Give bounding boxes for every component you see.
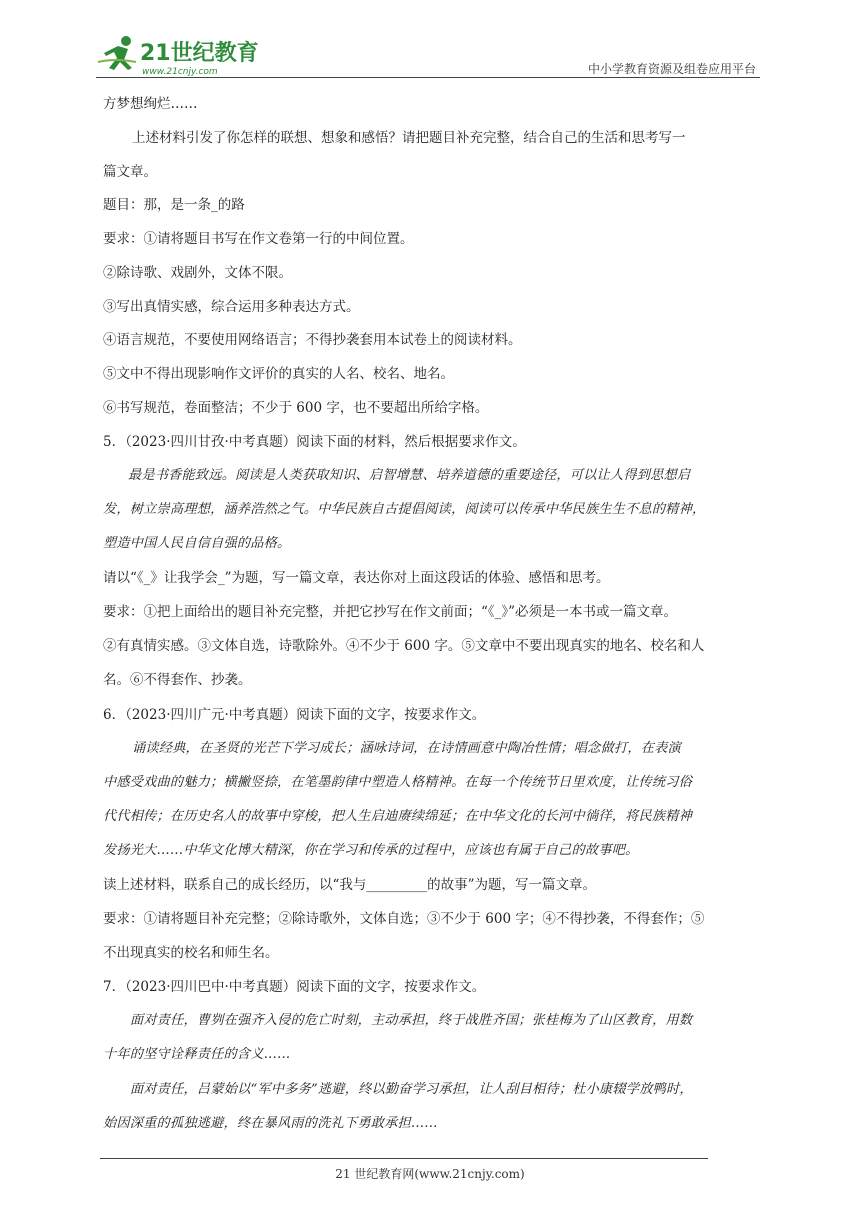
text-line: ②有真情实感。③文体自选，诗歌除外。④不少于 600 字。⑤文章中不要出现真实的地名、校名和人 — [103, 638, 705, 654]
question-heading: 6．（2023·四川广元·中考真题）阅读下面的文字，按要求作文。 — [103, 707, 486, 723]
text-line: 代代相传；在历史名人的故事中穿梭，把人生启迪赓续绵延；在中华文化的长河中徜徉，将民族精神 — [103, 809, 693, 824]
text-line: 名。⑥不得套作、抄袭。 — [103, 672, 252, 688]
text-line: 要求：①请将题目补充完整；②除诗歌外，文体自选；③不少于 600 字；④不得抄袭，不得套作；⑤ — [103, 911, 705, 927]
logo-21cnjy — [96, 32, 266, 78]
text-line: 面对责任，吕蒙始以“军中多务”逃避，终以勤奋学习承担，让人刮目相待；杜小康辍学放鸭时， — [130, 1082, 693, 1097]
text-line: 面对责任，曹刿在强齐入侵的危亡时刻，主动承担，终于战胜齐国；张桂梅为了山区教育，用数 — [130, 1013, 693, 1028]
question-heading: 7．（2023·四川巴中·中考真题）阅读下面的文字，按要求作文。 — [103, 979, 486, 995]
text-line: 诵读经典，在圣贤的光芒下学习成长；涵咏诗词，在诗情画意中陶冶性情；唱念做打，在表演 — [132, 741, 681, 756]
text-line: 中感受戏曲的魅力；横撇竖捺，在笔墨韵律中塑造人格精神。在每一个传统节日里欢度，让传统习俗 — [103, 775, 693, 790]
header-divider — [96, 77, 760, 78]
logo-text: 21世纪教育 — [140, 41, 259, 66]
page-footer: 21 世纪教育网(www.21cnjy.com) — [335, 1167, 525, 1181]
text-line: 发扬光大……中华文化博大精深，你在学习和传承的过程中，应该也有属于自己的故事吧。 — [103, 843, 639, 858]
text-line: ④语言规范，不要使用网络语言；不得抄袭套用本试卷上的阅读材料。 — [103, 332, 522, 348]
logo-url: www.21cnjy.com — [142, 67, 218, 77]
footer-divider — [100, 1158, 708, 1159]
text-line: ⑥书写规范，卷面整洁；不少于 600 字，也不要超出所给字格。 — [103, 400, 489, 416]
page-header — [96, 26, 760, 78]
text-line: 篇文章。 — [103, 164, 157, 180]
text-line: 读上述材料，联系自己的成长经历，以“我与_________的故事”为题，写一篇文章。 — [103, 877, 597, 893]
text-line: ⑤文中不得出现影响作文评价的真实的人名、校名、地名。 — [103, 366, 454, 382]
text-line: 要求：①请将题目书写在作文卷第一行的中间位置。 — [103, 231, 414, 247]
runner-icon — [98, 36, 136, 70]
text-line: 始因深重的孤独逃避，终在暴风雨的洗礼下勇敢承担…… — [103, 1116, 438, 1131]
text-line: 塑造中国人民自信自强的品格。 — [103, 536, 291, 551]
text-line: 不出现真实的校名和师生名。 — [103, 945, 279, 961]
platform-name: 中小学教育资源及组卷应用平台 — [587, 62, 756, 76]
text-line: 发，树立崇高理想，涵养浩然之气。中华民族自古提倡阅读，阅读可以传承中华民族生生不息的精神， — [103, 502, 706, 517]
text-line: ③写出真情实感，综合运用多种表达方式。 — [103, 299, 360, 315]
question-heading: 5．（2023·四川甘孜·中考真题）阅读下面的材料，然后根据要求作文。 — [103, 434, 526, 450]
text-line: ②除诗歌、戏剧外，文体不限。 — [103, 265, 292, 281]
text-line: 要求：①把上面给出的题目补充完整，并把它抄写在作文前面；“《_》”必须是一本书或一篇文章。 — [103, 604, 678, 620]
text-line: 请以“《_》让我学会_”为题，写一篇文章，表达你对上面这段话的体验、感悟和思考。 — [103, 570, 610, 586]
text-line: 最是书香能致远。阅读是人类获取知识、启智增慧、培养道德的重要途径，可以让人得到思想启 — [128, 468, 691, 483]
text-line: 题目：那，是一条_的路 — [103, 197, 245, 213]
text-line: 方梦想绚烂…… — [103, 96, 198, 112]
text-line: 十年的坚守诠释责任的含义…… — [103, 1047, 291, 1062]
text-line: 上述材料引发了你怎样的联想、想象和感悟？请把题目补充完整，结合自己的生活和思考写一 — [132, 130, 686, 146]
